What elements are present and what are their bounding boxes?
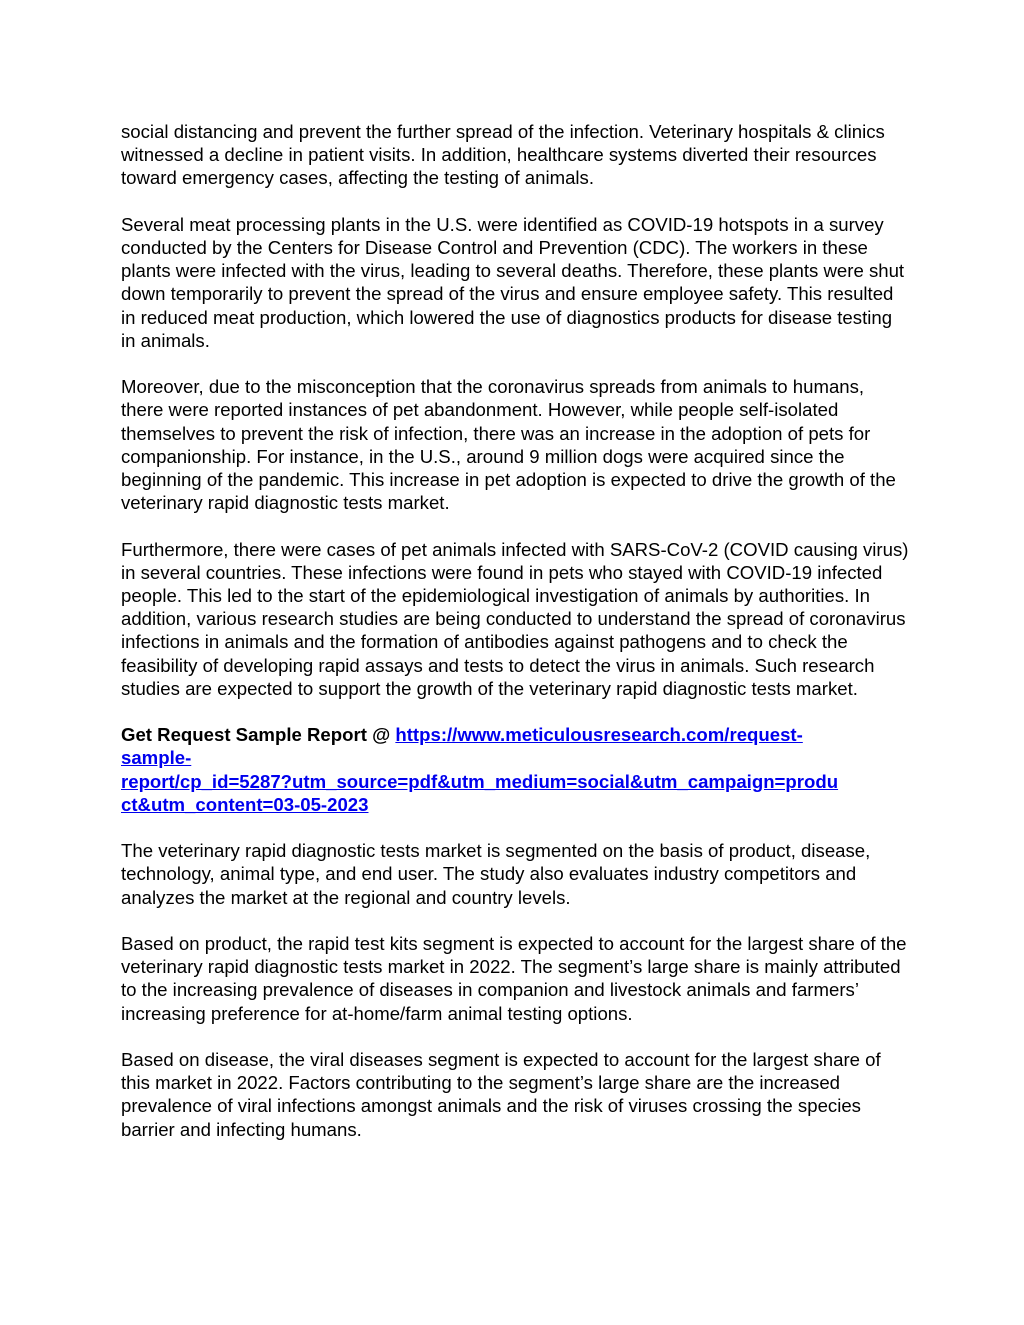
link-line: https://www.meticulousresearch.com/request- — [395, 724, 803, 746]
paragraph-product-segment: Based on product, the rapid test kits segment is expected to account for the largest share of the veterinary rapid diagnostic tests market in 2022. The segment’s large share is mainly attributed to the increasing prevalence of diseases in companion and livestock animals and farmers’ increasing preference for at-home/farm animal testing options. — [121, 933, 907, 1024]
paragraph-disease-segment: Based on disease, the viral diseases segment is expected to account for the largest share of this market in 2022. Factors contributing to the segment’s large share are the increased prevalence of viral infections amongst animals and the risk of viruses crossing the species barrier and infecting humans. — [121, 1049, 881, 1140]
link-line: ct&utm_content=03-05-2023 — [121, 793, 369, 815]
sample-report-cta — [121, 723, 911, 816]
paragraph-meat-processing-plants: Several meat processing plants in the U.S. were identified as COVID-19 hotspots in a survey conducted by the Centers for Disease Control and Prevention (CDC). The workers in these plants were infected with the virus, leading to several deaths. Therefore, these plants were shut down temporarily to prevent the spread of the virus and ensure employee safety. This resulted in reduced meat production, which lowered the use of diagnostics products for disease testing in animals. — [121, 213, 905, 351]
document-page — [121, 120, 911, 1164]
paragraph-pet-adoption: Moreover, due to the misconception that the coronavirus spreads from animals to humans, there were reported instances of pet abandonment. However, while people self-isolated themselves to prevent the risk of infection, there was an increase in the adoption of pets for companionship. For instance, in the U.S., around 9 million dogs were acquired since the beginning of the pandemic. This increase in pet adoption is expected to drive the growth of the veterinary rapid diagnostic tests market. — [121, 376, 896, 514]
paragraph-market-segmentation: The veterinary rapid diagnostic tests market is segmented on the basis of product, disease, technology, animal type, and end user. The study also evaluates industry competitors and analyzes the market at the regional and country levels. — [121, 840, 871, 908]
link-line: report/cp_id=5287?utm_source=pdf&utm_medium=social&utm_campaign=produ — [121, 770, 839, 792]
sample-report-label: Get Request Sample Report @ — [121, 724, 396, 746]
paragraph-covid-impact-clinics: social distancing and prevent the further spread of the infection. Veterinary hospitals & clinics witnessed a decline in patient visits. In addition, healthcare systems diverted their resources toward emergency cases, affecting the testing of animals. — [121, 121, 885, 189]
paragraph-pet-infections: Furthermore, there were cases of pet animals infected with SARS-CoV-2 (COVID causing virus) in several countries. These infections were found in pets who stayed with COVID-19 infected people. This led to the start of the epidemiological investigation of animals by authorities. In addition, various research studies are being conducted to understand the spread of coronavirus infections in animals and the formation of antibodies against pathogens and to check the feasibility of developing rapid assays and tests to detect the virus in animals. Such research studies are expected to support the growth of the veterinary rapid diagnostic tests market. — [121, 538, 909, 699]
link-line: sample- — [121, 747, 192, 769]
